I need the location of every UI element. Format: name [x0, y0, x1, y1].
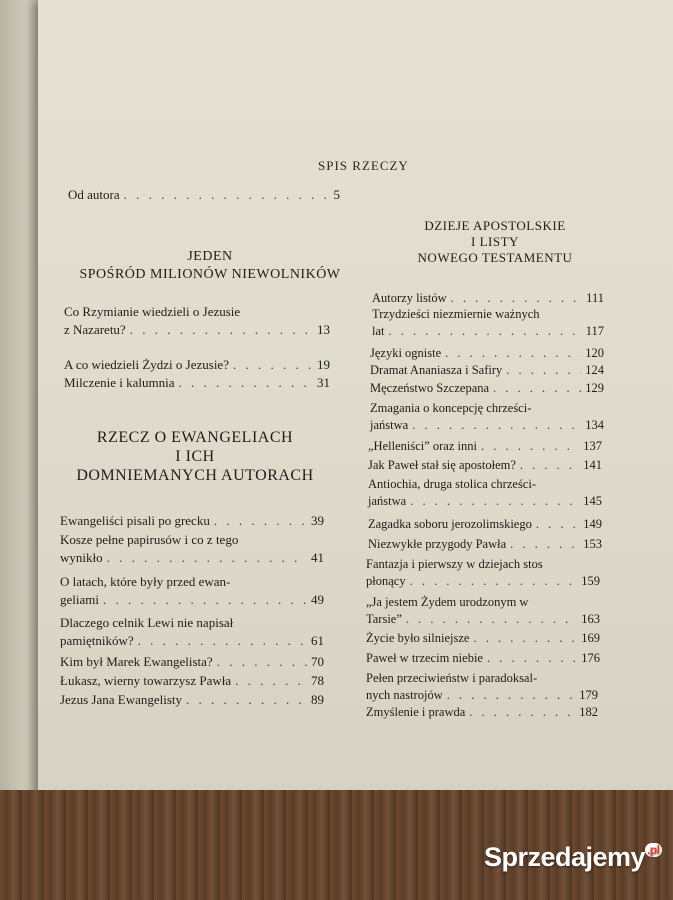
- toc-entry: Trzydzieści niezmiernie ważnych lat . . . 117: [372, 306, 604, 340]
- watermark-suffix: .pl: [647, 843, 660, 857]
- toc-entry: Zagadka soboru jerozolimskiego . . . 149: [368, 516, 602, 533]
- section-heading-1: JEDEN SPOŚRÓD MILIONÓW NIEWOLNIKÓW: [79, 249, 341, 282]
- watermark-brand: Sprzedajemy: [484, 842, 646, 872]
- toc-entry: Języki ogniste . . . 120: [370, 345, 604, 362]
- toc-entry: Fantazja i pierwszy w dziejach stos płonący . . . 159: [366, 556, 600, 590]
- toc-entry: Antiochia, druga stolica chrześci- jaństwa . . . 145: [368, 476, 602, 510]
- toc-entry: Życie było silniejsze . . . 169: [366, 630, 600, 647]
- toc-entry-intro: Od autora . . . 5: [68, 186, 340, 204]
- toc-entry: Niezwykłe przygody Pawła . . . 153: [368, 536, 602, 553]
- section-heading-2: RZECZ O EWANGELIACH I ICH DOMNIEMANYCH AUTORACH: [76, 429, 314, 484]
- toc-entry: Zmyślenie i prawda . . . 182: [366, 704, 598, 721]
- toc-entry: Milczenie i kalumnia . . . 31: [64, 374, 330, 392]
- section-heading-3: DZIEJE APOSTOLSKIE I LISTY NOWEGO TESTAMENTU: [417, 218, 573, 265]
- toc-entry: Męczeństwo Szczepana . . . 129: [370, 380, 604, 397]
- toc-entry: Jezus Jana Ewangelisty . . . 89: [60, 691, 324, 709]
- toc-entry: Zmagania o koncepcję chrześci- jaństwa . . . 134: [370, 400, 604, 434]
- toc-entry: Kosze pełne papirusów i co z tego wynikło . . . 41: [60, 531, 324, 567]
- toc-entry: Jak Paweł stał się apostołem? . . . 141: [368, 457, 602, 474]
- toc-entry: Co Rzymianie wiedzieli o Jezusie z Nazaretu? . . . 13: [64, 303, 330, 339]
- toc-entry: „Helleniści” oraz inni . . . 137: [368, 438, 602, 455]
- toc-entry: Paweł w trzecim niebie . . . 176: [366, 650, 600, 667]
- toc-entry: O latach, które były przed ewan- geliami . . . 49: [60, 573, 324, 609]
- toc-entry: Ewangeliści pisali po grecku . . . 39: [60, 512, 324, 530]
- toc-entry: „Ja jestem Żydem urodzonym w Tarsie” . . . 163: [366, 594, 600, 628]
- toc-entry: Kim był Marek Ewangelista? . . . 70: [60, 653, 324, 671]
- toc-entry: Dramat Ananiasza i Safiry . . . 124: [370, 362, 604, 379]
- watermark-logo: [484, 842, 662, 873]
- toc-entry: Autorzy listów . . . 111: [372, 290, 604, 307]
- toc-entry: Łukasz, wierny towarzysz Pawła . . . 78: [60, 672, 324, 690]
- toc-entry: A co wiedzieli Żydzi o Jezusie? . . . 19: [64, 356, 330, 374]
- toc-entry: Dlaczego celnik Lewi nie napisał pamiętników? . . . 61: [60, 614, 324, 650]
- toc-entry: Pełen przeciwieństw i paradoksal- nych nastrojów . . . 179: [366, 670, 598, 704]
- page-title: SPIS RZECZY: [318, 158, 409, 173]
